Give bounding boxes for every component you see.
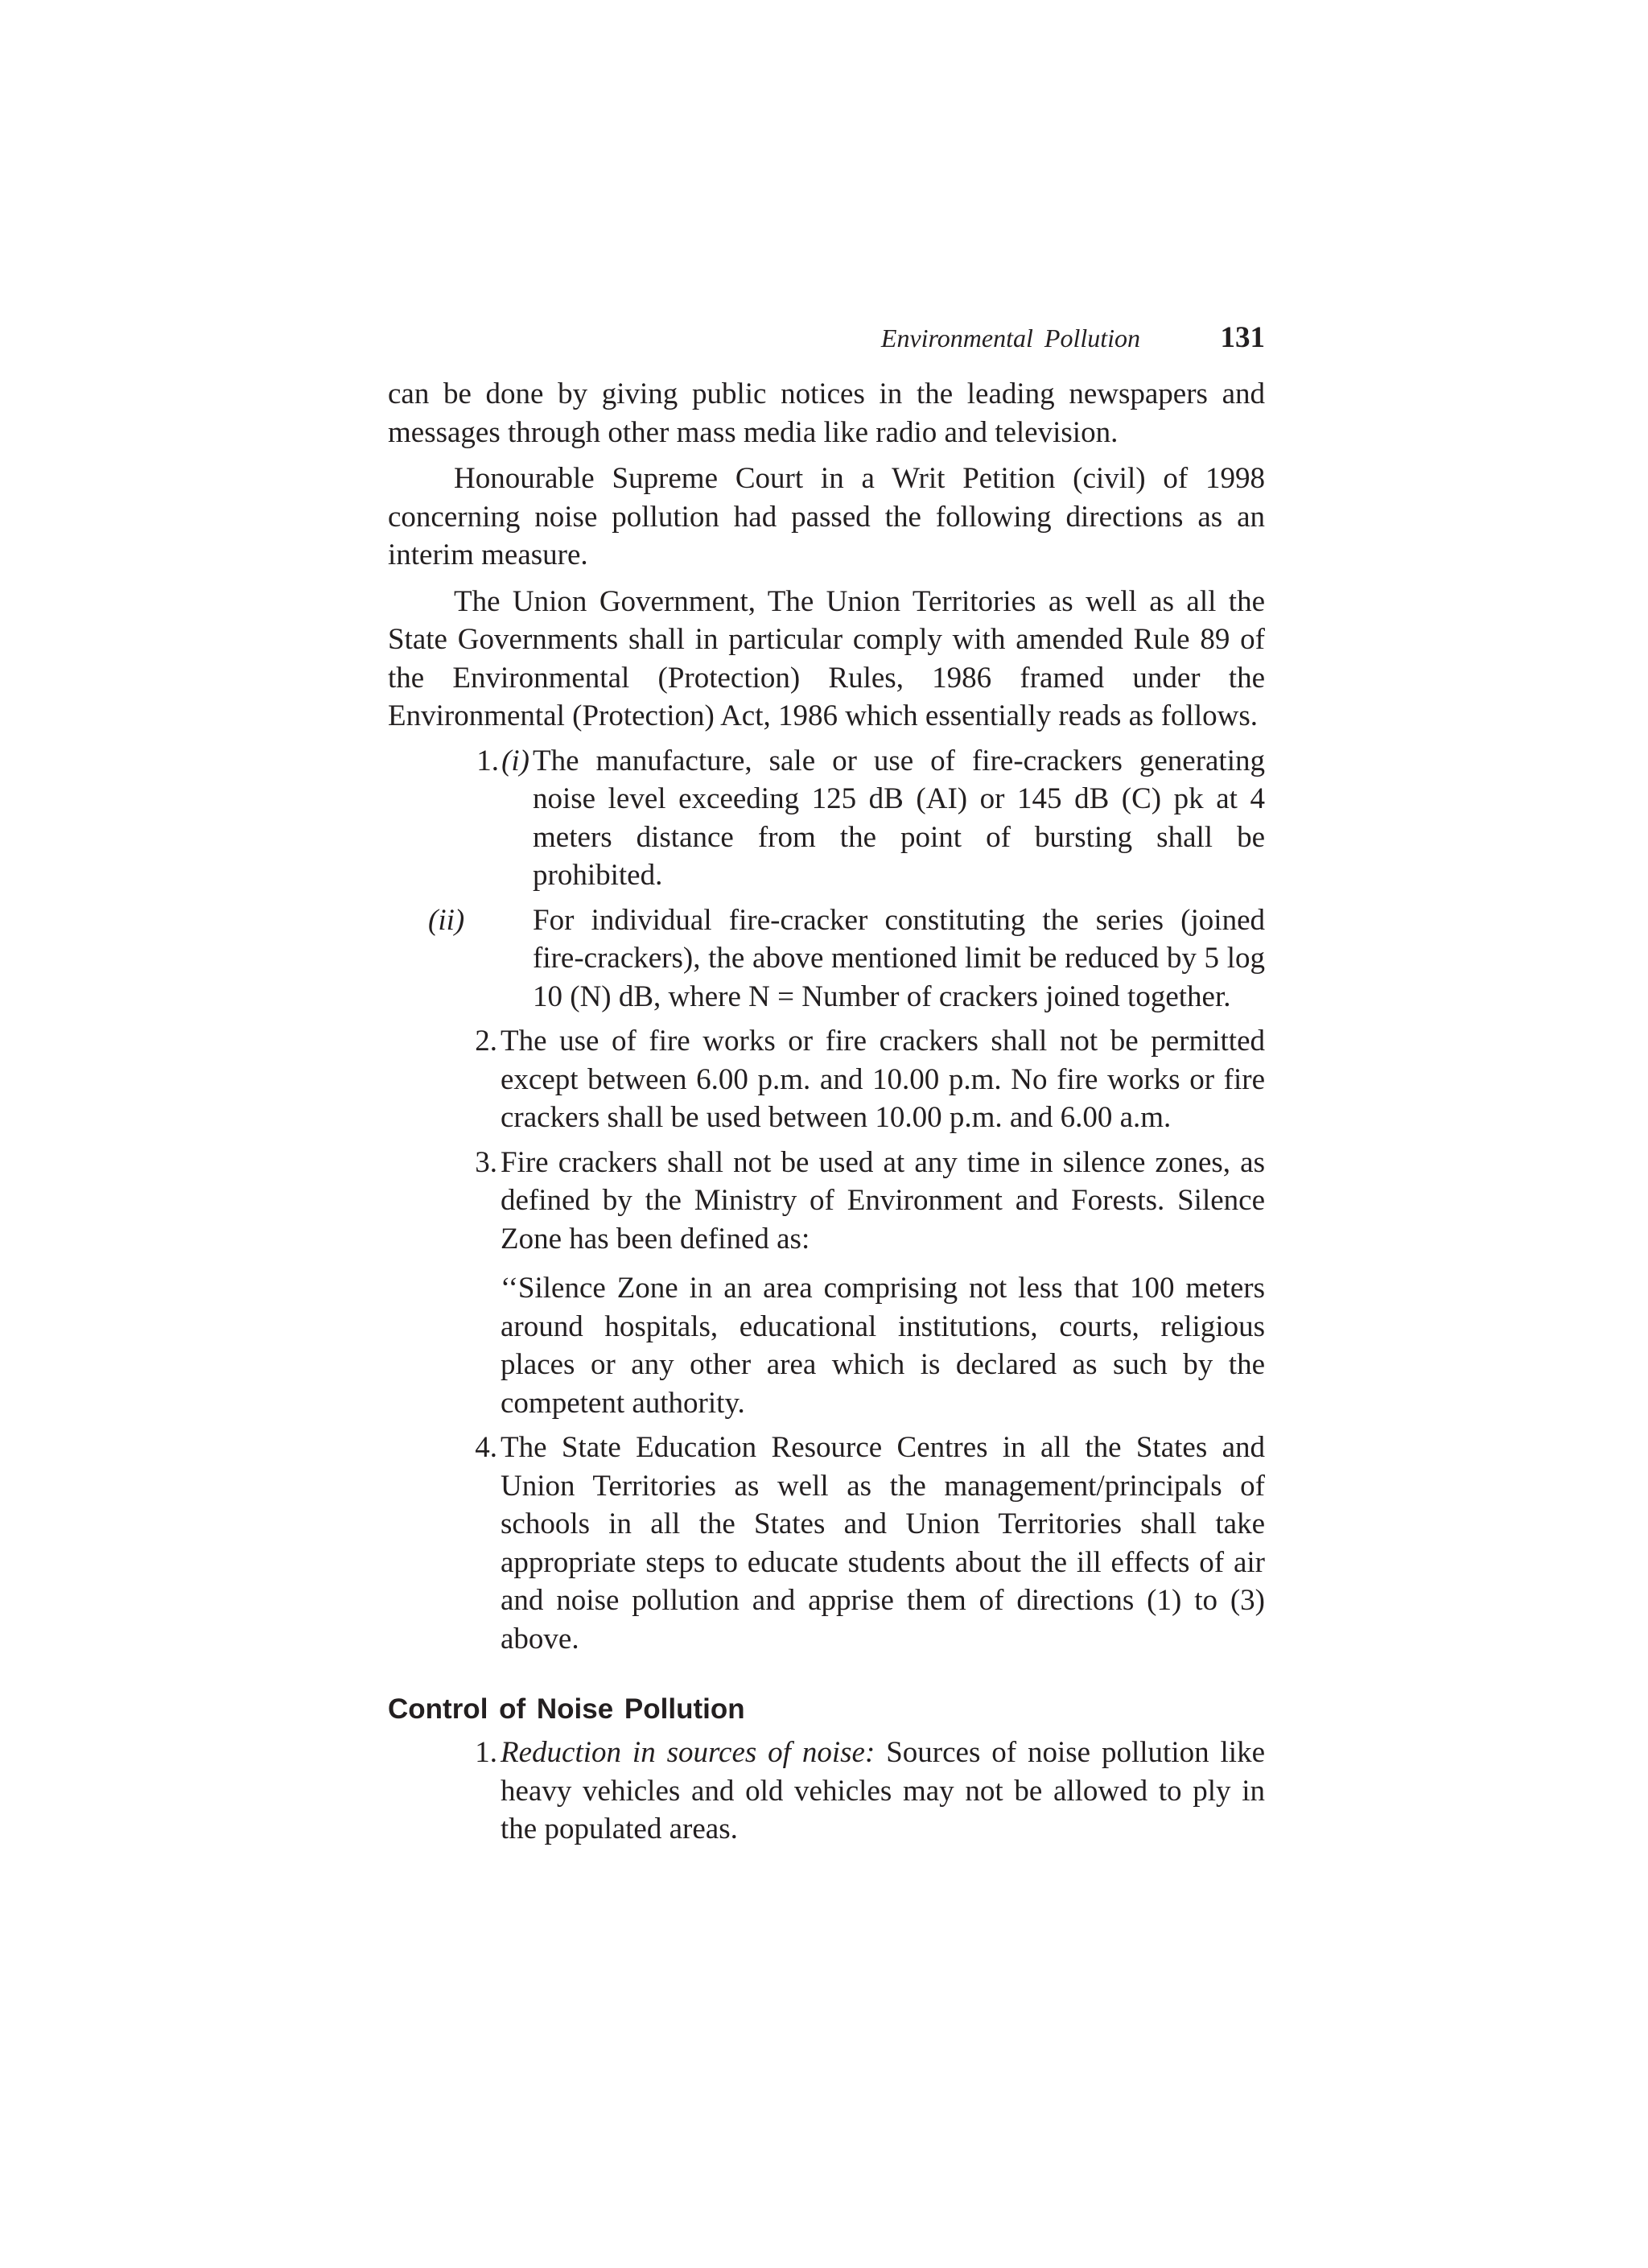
section-heading: Control of Noise Pollution — [388, 1693, 745, 1725]
running-head — [388, 306, 1265, 375]
list-item-text: For individual fire-cracker constituting the series (joined fire-crackers), the above mentioned limit be reduced by 5 log 10 (N) dB, where N = Number of crackers joined together. — [533, 903, 1265, 1013]
body-paragraph-supreme-court: Honourable Supreme Court in a Writ Petition (civil) of 1998 concerning noise pollution had passed the following directions as an interim measure. — [388, 462, 1265, 571]
page-number: 131 — [1220, 321, 1265, 354]
sub-item-marker: (i) — [501, 744, 529, 777]
list-item-1-ii — [388, 901, 1265, 1016]
book-page — [388, 306, 1265, 1849]
list-item-text: The manufacture, sale or use of fire-crackers generating noise level exceeding 125 dB (AI) or 145 dB (C) pk at 4 meters distance from the point of bursting shall be prohibited. — [533, 744, 1265, 892]
list-item-text: The State Education Resource Centres in all the States and Union Territories as well as the management/principals of schools in all the States and Union Territories shall take appropriate steps to educate students about the ill effects of air and noise pollution and apprise them of directions (1) to (3) above. — [501, 1431, 1265, 1656]
list-item-2 — [388, 1022, 1265, 1137]
list-item-3 — [388, 1144, 1265, 1259]
list-item-lead: Reduction in sources of noise: — [501, 1736, 876, 1769]
body-paragraph-continued: can be done by giving public notices in the leading newspapers and messages through other mass media like radio and television. — [388, 377, 1265, 449]
list-item-text: Sources of noise pollution like heavy vehicles and old vehicles may not be allowed to ply in the populated areas. — [501, 1736, 1266, 1845]
directions-list — [388, 742, 1265, 1659]
list-item-1-i — [388, 742, 1265, 895]
list-item-number: 4. — [475, 1431, 497, 1464]
running-title: Environmental Pollution — [880, 324, 1140, 353]
body-paragraph-union-government: The Union Government, The Union Territories as well as all the State Governments shall in particular comply with amended Rule 89 of the Environmental (Protection) Rules, 1986 framed under the Environmental (Protection) Act, 1986 which essentially reads as follows. — [388, 584, 1265, 732]
list-item-number: 3. — [475, 1145, 497, 1179]
silence-zone-definition: ‘‘Silence Zone in an area comprising not less that 100 meters around hospitals, educational institutions, courts, religious places or any other area which is declared as such by the competent authority. — [501, 1272, 1265, 1420]
list-item-text: Fire crackers shall not be used at any time in silence zones, as defined by the Ministry of Environment and Forests. Silence Zone has been defined as: — [501, 1145, 1265, 1256]
list-item-reduction-sources — [388, 1734, 1265, 1849]
list-item-text: The use of fire works or fire crackers shall not be permitted except between 6.00 p.m. and 10.00 p.m. No fire works or fire crackers shall be used between 10.00 p.m. and 6.00 a.m. — [501, 1025, 1265, 1134]
sub-item-marker: (ii) — [428, 903, 465, 937]
list-item-number: 1. — [475, 1736, 497, 1769]
control-measures-list — [388, 1734, 1265, 1849]
list-item-number: 2. — [475, 1025, 497, 1058]
list-item-number: 1. (i) — [476, 744, 529, 777]
list-item-4 — [388, 1429, 1265, 1658]
